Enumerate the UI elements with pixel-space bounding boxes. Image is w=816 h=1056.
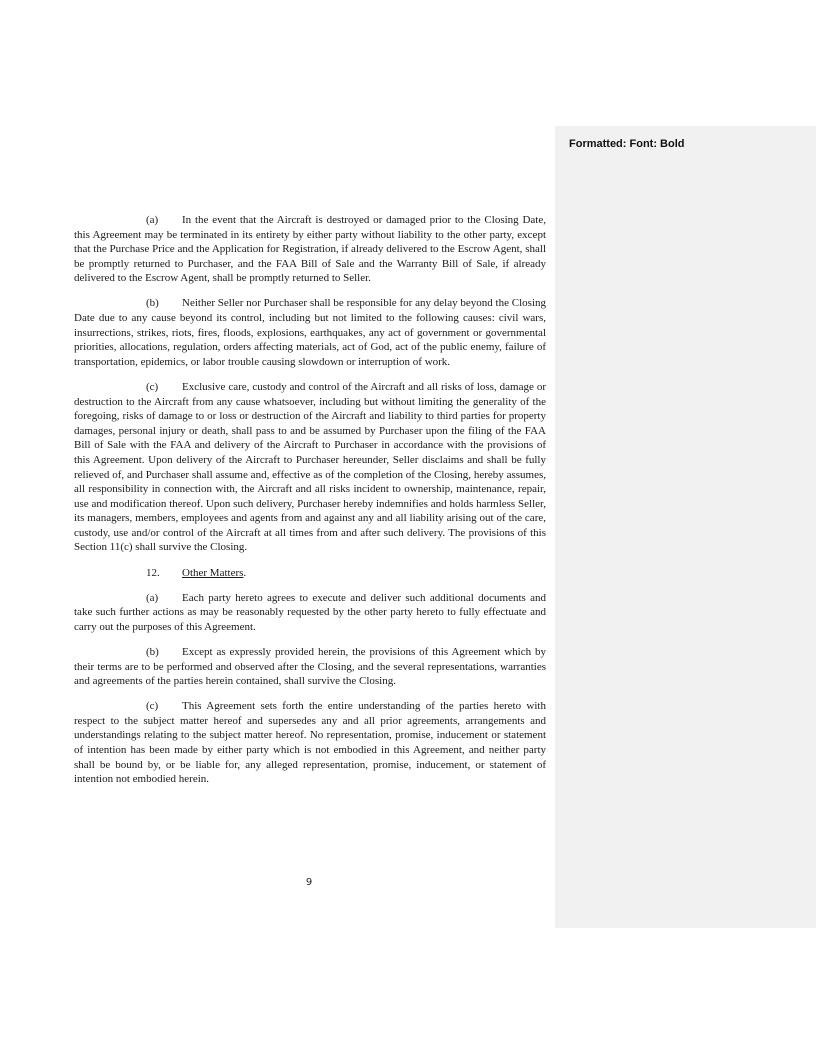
page-number: 9: [305, 877, 313, 888]
paragraph-text: This Agreement sets forth the entire understanding of the parties hereto with respect to the subject matter hereof and supersedes any and all prior agreements, arrangements and understandings relating to the subject matter hereof. No representation, promise, inducement or statement of intention has been made by either party which is not embodied in this Agreement, and neither party shall be bound by, or be liable for, any alleged representation, promise, inducement, or statement of intention not embodied herein.: [74, 700, 546, 786]
comment-pane: [555, 126, 816, 928]
paragraph-12a: [74, 591, 546, 635]
paragraph-text: Neither Seller nor Purchaser shall be responsible for any delay beyond the Closing Date due to any cause beyond its control, including but not limited to the following causes: civil wars, insurrections, strikes, riots, fires, floods, explosions, earthquakes, any act of government or governmental priorities, allocations, regulation, orders affecting materials, act of God, act of the public enemy, failure of transportation, epidemics, or labor trouble causing slowdown or interruption of work.: [74, 297, 546, 368]
document-body: [74, 213, 546, 797]
paragraph-11c: [74, 380, 546, 555]
paragraph-11b: [74, 296, 546, 369]
paragraph-text: In the event that the Aircraft is destroyed or damaged prior to the Closing Date, this Agreement may be terminated in its entirety by either party without liability to the other party, except that the Purchase Price and the Application for Registration, if already delivered to the Escrow Agent, shall be promptly returned to Purchaser, and the FAA Bill of Sale and the Warranty Bill of Sale, if already delivered to the Escrow Agent, shall be promptly returned to Seller.: [74, 214, 546, 285]
paragraph-12b: [74, 645, 546, 689]
paragraph-text: Exclusive care, custody and control of the Aircraft and all risks of loss, damage or destruction to the Aircraft from any cause whatsoever, including but without limiting the generality of the foregoing, risks of damage to or loss or destruction of the Aircraft and liability to third parties for property damages, personal injury or death, shall pass to and be assumed by Purchaser upon the filing of the FAA Bill of Sale with the FAA and delivery of the Aircraft to Purchaser in accordance with the provisions of this Agreement. Upon delivery of the Aircraft to Purchaser hereunder, Seller disclaims and shall be fully relieved of, and Purchaser shall assume and, effective as of the completion of the Closing, hereby assumes, all responsibility in connection with, the Aircraft and all risks incident to ownership, maintenance, repair, use and modification thereof. Upon such delivery, Purchaser hereby indemnifies and holds harmless Seller, its managers, members, employees and agents from and against any and all liability arising out of the care, custody, use and/or control of the Aircraft at all times from and after such delivery. The provisions of this Section 11(c) shall survive the Closing.: [74, 380, 546, 554]
paragraph-text: Each party hereto agrees to execute and deliver such additional documents and take such further actions as may be reasonably requested by the other party hereto to fully effectuate and carry out the purposes of this Agreement.: [74, 591, 546, 633]
paragraph-label: (a): [146, 214, 159, 226]
paragraph-12c: [74, 699, 546, 787]
paragraph-label: (b): [146, 297, 159, 310]
paragraph-label: (c): [146, 700, 159, 713]
section-12-heading: [74, 566, 546, 581]
paragraph-label: (a): [146, 591, 159, 604]
section-title-suffix: .: [243, 566, 247, 579]
paragraph-label: (b): [146, 645, 159, 658]
comment-format-note: Formatted: Font: Bold: [569, 138, 685, 150]
section-number: 12.: [146, 566, 160, 579]
paragraph-label: (c): [146, 380, 159, 393]
paragraph-text: Except as expressly provided herein, the provisions of this Agreement which by their terms are to be performed and observed after the Closing, and the several representations, warranties and agreements of the parties herein contained, shall survive the Closing.: [74, 645, 546, 688]
paragraph-11a: [74, 213, 546, 286]
section-title: Other Matters: [182, 566, 244, 579]
